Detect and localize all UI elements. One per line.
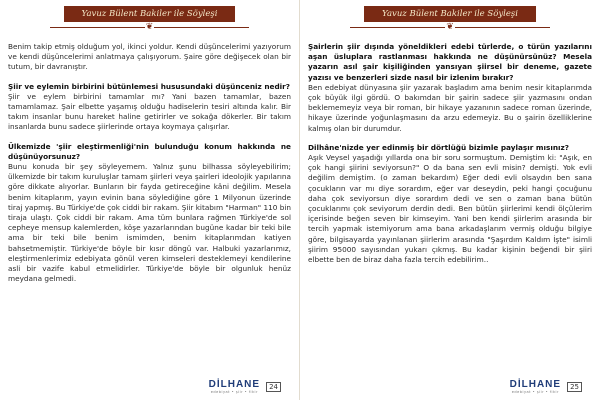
- interview-answer: Aşık Veysel yaşadığı yıllarda ona bir soru sormuştum. Demiştim ki: "Aşık, en çok hangi şiirini seviyorsun?" O da bana sen evli misin? demişti. Yok evli değilim demiştim. (o zaman bekardım) Eğer dedi evli olsaydın ben sana çocukların var mı diye sorardım, eğer var deseydin, peki hangi çocuğunu daha çok seviyorsun diye sorardım dedi ve sen o zaman bana bütün çocuklarımı çok seviyorum derdin dedi. Ben bütün şiirlerimi kendi ölçülerim içerisinde beğen seven bir kimseyim. Yani ben kendi şiirlerim arasında bir tercih yapmak istemiyorum ama bana arkadaşlarım vermiş olduğu bilgiye göre, bilgisayarda yayınlanan şiirlerim arasında "Şaşırdım Kaldım İşte" isimli şiirim 95000 sayısından yukarı çıkmış. Bu kadar kişinin beğendi bir şiiri elbette ben de biraz daha fazla tercih edebilirim..: [308, 153, 592, 265]
- dilhane-logo: [209, 379, 260, 394]
- dilhane-logo: [510, 379, 561, 394]
- logo-tagline: edebiyat • şiir • fikir: [210, 390, 258, 394]
- page-number: 25: [567, 382, 582, 392]
- intro-paragraph: Benim takip etmiş olduğum yol, ikinci yoldur. Kendi düşüncelerimi yazıyorum ve kendi düşüncelerimi anlatmaya çalışıyorum. Şaire göre değişecek olan bir tutum, bir davranıştır.: [8, 42, 291, 72]
- right-page: [300, 0, 600, 400]
- question-block: [8, 142, 291, 285]
- interview-question: Şiir ve eylemin birbirini bütünlemesi hususundaki düşünceniz nedir?: [8, 81, 291, 91]
- ornament-divider-icon: ❦: [300, 23, 600, 33]
- interview-answer: Şiir ve eylem birbirini tamamlar mı? Yani bazen tamamlar, bazen tamamlamaz. Şair elbette yaşamış olduğu hadiselerin tesiri altında kalır. Bir takım insanlar bunu hareket haline getirirler ve sokağa dökerler. Bir takım insanlarda bunu sadece şiirlerinde ortaya koymaya çalışırlar.: [8, 91, 291, 132]
- ornament-divider-icon: ❦: [0, 23, 299, 33]
- question-block: [308, 42, 592, 134]
- right-article-body: [308, 42, 592, 274]
- interview-answer: Bunu konuda bir şey söyleyemem. Yalnız şunu bilhassa söyleyebilirim; ülkemizde bir takım kuruluşlar tamam şiirleri veya şairleri ideolojik yapılarına göre dikkate alıyorlar. Bunların bir fayda getireceğine kâni değilim. Mesela benim kitaplarım, yayın evinin bana söylediğine göre 1 Milyonun üzerinde tiraj yapmış. Bu Türkiye'de çok ciddi bir rakam. Şiir kitabım "Harman" 110 bin tiraja ulaştı. Çok ciddi bir rakam. Ama tüm bunlara rağmen Türkiye'de sol cepheye mensup kalemlerden, köşe yazarlarından bugüne kadar bir teki bile ama bir teki bile benim ismimden, benim kitaplarımdan katiyen bahsetmemiştir. Türkiye'de böyle bir kısır döngü var. Halbuki yazarlarımız, eleştirmenlerimiz edebiyata gönül veren kimseleri desteklemeyi kendilerine asli bir vazife kabul etmelidirler. Türkiye'de böyle bir olgunluk henüz meydana gelmedi.: [8, 162, 291, 284]
- left-article-body: [8, 42, 291, 293]
- question-block: [8, 82, 291, 133]
- interview-question: Şairlerin şiir dışında yöneldikleri edebi türlerde, o türün yazılarını aşan üsluplara rastlanması hakkında ne düşünürsünüz? Mesela yazarın asıl şair kişiliğinden yansıyan şiirsel bir deneme, gazete yazısı ve benzerleri sizde nasıl bir izlenim bırakır?: [308, 42, 592, 82]
- left-header-banner: Yavuz Bülent Bakiler ile Söyleşi: [64, 6, 236, 22]
- interview-question: Dilhâne'nizde yer edinmiş bir dörtlüğü bizimle paylaşır mısınız?: [308, 142, 570, 152]
- right-header-banner: Yavuz Bülent Bakiler ile Söyleşi: [364, 6, 536, 22]
- interview-answer: Ben edebiyat dünyasına şiir yazarak başladım ama benim nesir kitaplarımda çok büyük ilgi gördü. O bakımdan bir şairin sadece şiir yazmasını ondan beklememeyiz veya bir roman, bir hikaye yazanının sadece roman üzerinde, hikaye üzerinde yoğunlaşmasını da arzu edemeyiz. Bu o şairin özelliklerine kalmış olan bir durumdur.: [308, 82, 592, 133]
- logo-name: DİLHANE: [208, 379, 261, 390]
- logo-name: DİLHANE: [509, 379, 562, 390]
- interview-question: Ülkemizde 'şiir eleştirmenliği'nin bulunduğu konum hakkında ne düşünüyorsunuz?: [8, 141, 291, 161]
- question-block: [308, 143, 592, 265]
- left-footer: [209, 379, 281, 394]
- right-footer: [510, 379, 582, 394]
- logo-tagline: edebiyat • şiir • fikir: [511, 390, 559, 394]
- page-number: 24: [266, 382, 281, 392]
